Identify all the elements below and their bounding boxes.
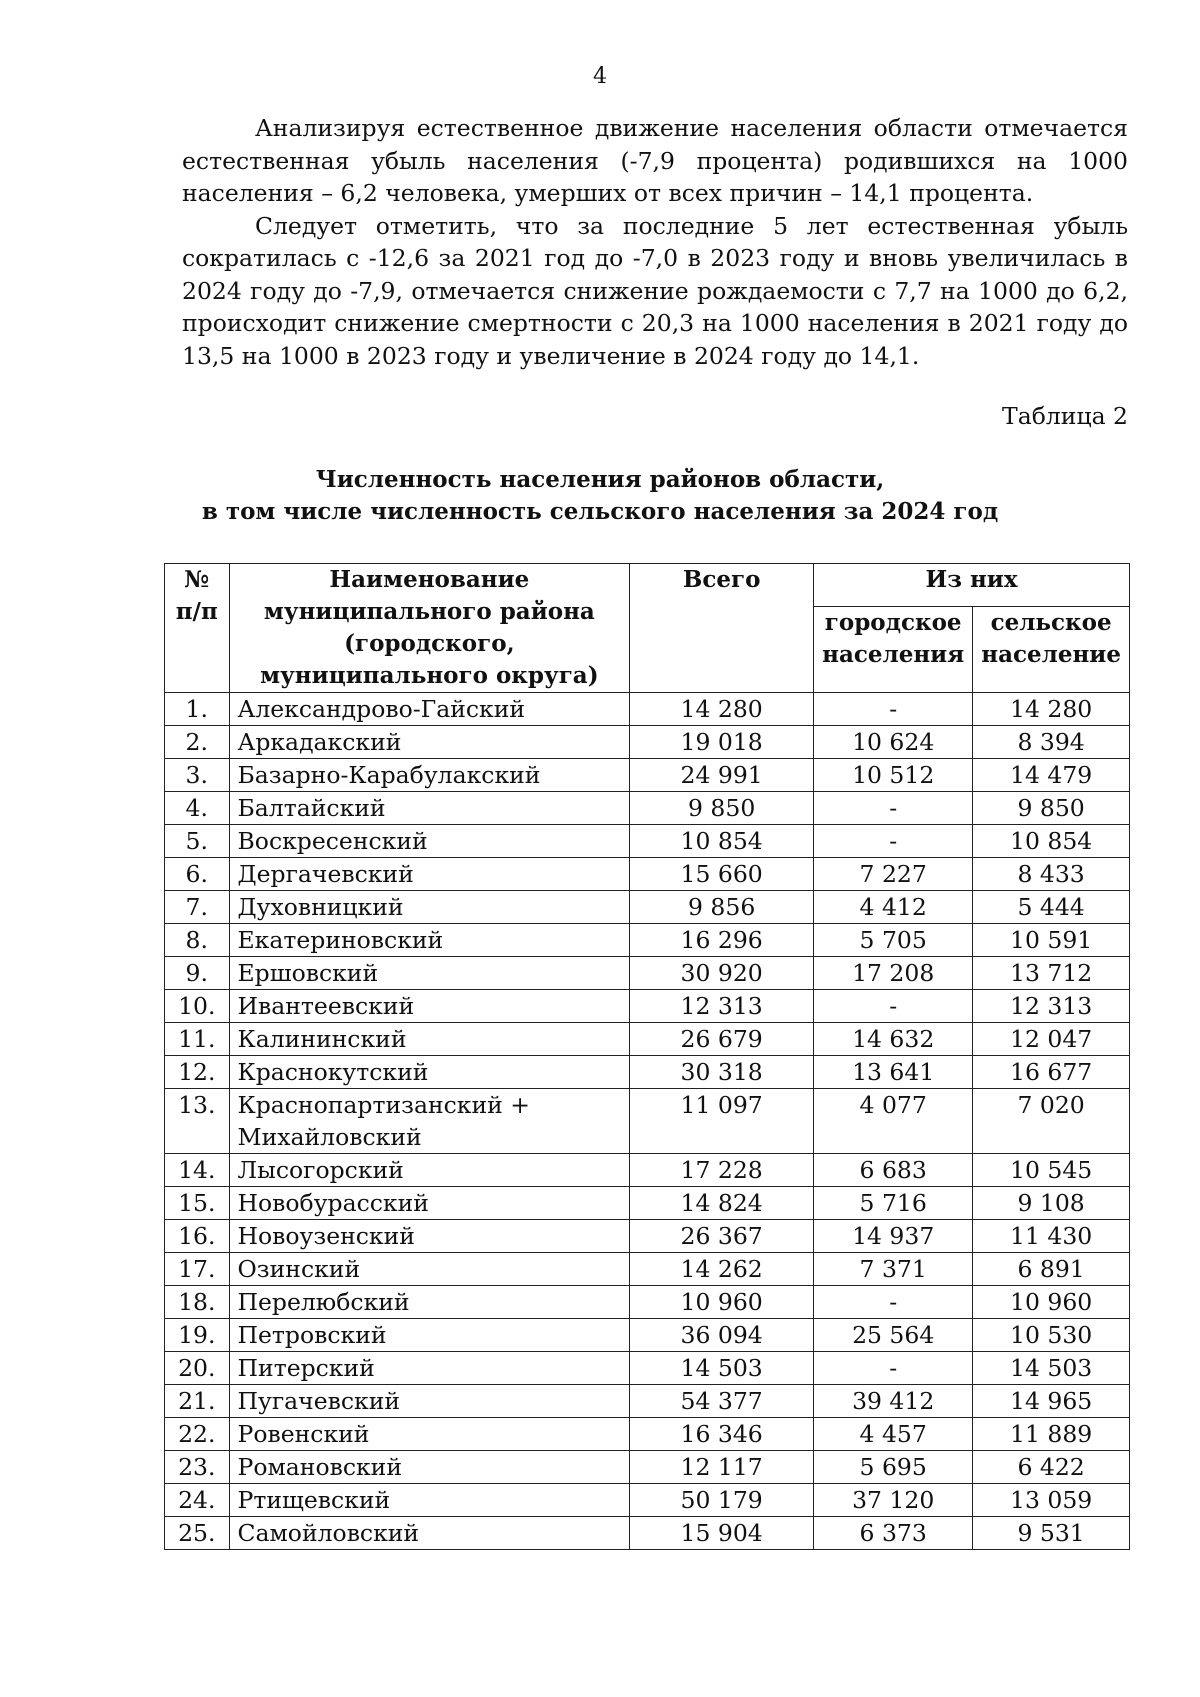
urban-value: 4 077	[814, 1089, 973, 1154]
row-number: 6.	[165, 858, 230, 891]
rural-value: 8 433	[973, 858, 1130, 891]
urban-value: -	[814, 693, 973, 726]
row-number: 9.	[165, 957, 230, 990]
total-value: 54 377	[630, 1385, 814, 1418]
district-name: Аркадакский	[229, 726, 630, 759]
table-row	[165, 1352, 1130, 1385]
urban-value: 7 227	[814, 858, 973, 891]
table-title-line: Численность населения районов области,	[315, 466, 885, 493]
total-value: 10 854	[630, 825, 814, 858]
table-label: Таблица 2	[1002, 402, 1128, 430]
urban-value: 37 120	[814, 1484, 973, 1517]
table-row	[165, 726, 1130, 759]
row-number: 7.	[165, 891, 230, 924]
rural-value: 14 965	[973, 1385, 1130, 1418]
row-number: 11.	[165, 1023, 230, 1056]
row-number: 5.	[165, 825, 230, 858]
row-number: 8.	[165, 924, 230, 957]
table-row	[165, 957, 1130, 990]
district-name: Базарно-Карабулакский	[229, 759, 630, 792]
total-value: 16 296	[630, 924, 814, 957]
rural-value: 12 313	[973, 990, 1130, 1023]
district-name: Самойловский	[229, 1517, 630, 1550]
table-row	[165, 792, 1130, 825]
district-name: Дергачевский	[229, 858, 630, 891]
rural-value: 10 960	[973, 1286, 1130, 1319]
rural-value: 10 530	[973, 1319, 1130, 1352]
header-name: Наименование муниципального района (городского, муниципального округа)	[229, 564, 630, 693]
table-row	[165, 825, 1130, 858]
total-value: 24 991	[630, 759, 814, 792]
total-value: 15 904	[630, 1517, 814, 1550]
urban-value: 25 564	[814, 1319, 973, 1352]
urban-value: -	[814, 792, 973, 825]
rural-value: 6 891	[973, 1253, 1130, 1286]
row-number: 20.	[165, 1352, 230, 1385]
table-title-line: в том числе численность сельского населения за 2024 год	[201, 498, 999, 525]
rural-value: 14 280	[973, 693, 1130, 726]
rural-value: 6 422	[973, 1451, 1130, 1484]
district-name: Новобурасский	[229, 1187, 630, 1220]
header-total: Всего	[630, 564, 814, 693]
total-value: 17 228	[630, 1154, 814, 1187]
row-number: 2.	[165, 726, 230, 759]
table-row	[165, 1023, 1130, 1056]
urban-value: 5 695	[814, 1451, 973, 1484]
table-row	[165, 1220, 1130, 1253]
table-title	[0, 464, 1200, 528]
row-number: 22.	[165, 1418, 230, 1451]
table-body	[165, 693, 1130, 1550]
total-value: 14 503	[630, 1352, 814, 1385]
row-number: 24.	[165, 1484, 230, 1517]
row-number: 21.	[165, 1385, 230, 1418]
urban-value: 4 457	[814, 1418, 973, 1451]
header-of-them: Из них	[814, 564, 1130, 607]
urban-value: 5 705	[814, 924, 973, 957]
urban-value: 6 373	[814, 1517, 973, 1550]
district-name: Романовский	[229, 1451, 630, 1484]
total-value: 26 367	[630, 1220, 814, 1253]
rural-value: 10 854	[973, 825, 1130, 858]
table-row	[165, 1154, 1130, 1187]
page-number: 4	[593, 64, 607, 89]
district-name: Екатериновский	[229, 924, 630, 957]
row-number: 16.	[165, 1220, 230, 1253]
row-number: 17.	[165, 1253, 230, 1286]
rural-value: 10 545	[973, 1154, 1130, 1187]
urban-value: -	[814, 1352, 973, 1385]
district-name: Перелюбский	[229, 1286, 630, 1319]
district-name: Александрово-Гайский	[229, 693, 630, 726]
district-name: Ивантеевский	[229, 990, 630, 1023]
total-value: 14 262	[630, 1253, 814, 1286]
row-number: 3.	[165, 759, 230, 792]
table-row	[165, 1418, 1130, 1451]
table-row	[165, 759, 1130, 792]
rural-value: 12 047	[973, 1023, 1130, 1056]
district-name: Ершовский	[229, 957, 630, 990]
table-row	[165, 1253, 1130, 1286]
table-row	[165, 1089, 1130, 1154]
paragraph: Анализируя естественное движение населения области отмечается естественная убыль населения (-7,9 процента) родившихся на 1000 населения – 6,2 человека, умерших от всех причин – 14,1 процента.	[182, 114, 1128, 207]
table-row	[165, 693, 1130, 726]
header-urban: городское населения	[814, 607, 973, 693]
rural-value: 14 503	[973, 1352, 1130, 1385]
rural-value: 5 444	[973, 891, 1130, 924]
body-text	[182, 112, 1128, 372]
urban-value: 7 371	[814, 1253, 973, 1286]
rural-value: 9 108	[973, 1187, 1130, 1220]
rural-value: 11 430	[973, 1220, 1130, 1253]
rural-value: 9 531	[973, 1517, 1130, 1550]
rural-value: 13 059	[973, 1484, 1130, 1517]
urban-value: 5 716	[814, 1187, 973, 1220]
district-name: Балтайский	[229, 792, 630, 825]
urban-value: 6 683	[814, 1154, 973, 1187]
district-name: Краснопартизанский + Михайловский	[229, 1089, 630, 1154]
urban-value: 4 412	[814, 891, 973, 924]
total-value: 14 824	[630, 1187, 814, 1220]
paragraph: Следует отметить, что за последние 5 лет естественная убыль сократилась с -12,6 за 2021 год до -7,0 в 2023 году и вновь увеличилась в 2024 году до -7,9, отмечается снижение рождаемости с 7,7 на 1000 до 6,2, происходит снижение смертности с 20,3 на 1000 населения в 2021 году до 13,5 на 1000 в 2023 году и увеличение в 2024 году до 14,1.	[182, 211, 1128, 370]
table-row	[165, 924, 1130, 957]
table-row	[165, 1056, 1130, 1089]
table-row	[165, 990, 1130, 1023]
total-value: 30 318	[630, 1056, 814, 1089]
row-number: 25.	[165, 1517, 230, 1550]
urban-value: 14 632	[814, 1023, 973, 1056]
table-row	[165, 1484, 1130, 1517]
total-value: 30 920	[630, 957, 814, 990]
district-name: Воскресенский	[229, 825, 630, 858]
rural-value: 11 889	[973, 1418, 1130, 1451]
row-number: 1.	[165, 693, 230, 726]
rural-value: 7 020	[973, 1089, 1130, 1154]
rural-value: 9 850	[973, 792, 1130, 825]
district-name: Озинский	[229, 1253, 630, 1286]
row-number: 19.	[165, 1319, 230, 1352]
urban-value: 10 624	[814, 726, 973, 759]
table-row	[165, 1451, 1130, 1484]
row-number: 14.	[165, 1154, 230, 1187]
district-name: Пугачевский	[229, 1385, 630, 1418]
table-row	[165, 1319, 1130, 1352]
population-table	[164, 563, 1130, 1550]
total-value: 50 179	[630, 1484, 814, 1517]
urban-value: -	[814, 1286, 973, 1319]
rural-value: 16 677	[973, 1056, 1130, 1089]
rural-value: 13 712	[973, 957, 1130, 990]
district-name: Ровенский	[229, 1418, 630, 1451]
rural-value: 10 591	[973, 924, 1130, 957]
urban-value: 39 412	[814, 1385, 973, 1418]
district-name: Новоузенский	[229, 1220, 630, 1253]
total-value: 9 856	[630, 891, 814, 924]
total-value: 10 960	[630, 1286, 814, 1319]
total-value: 12 313	[630, 990, 814, 1023]
row-number: 10.	[165, 990, 230, 1023]
district-name: Краснокутский	[229, 1056, 630, 1089]
district-name: Лысогорский	[229, 1154, 630, 1187]
header-rural: сельское население	[973, 607, 1130, 693]
row-number: 15.	[165, 1187, 230, 1220]
total-value: 11 097	[630, 1089, 814, 1154]
district-name: Питерский	[229, 1352, 630, 1385]
total-value: 12 117	[630, 1451, 814, 1484]
total-value: 15 660	[630, 858, 814, 891]
table-row	[165, 1517, 1130, 1550]
district-name: Калининский	[229, 1023, 630, 1056]
urban-value: -	[814, 990, 973, 1023]
row-number: 18.	[165, 1286, 230, 1319]
total-value: 14 280	[630, 693, 814, 726]
table-row	[165, 1286, 1130, 1319]
district-name: Петровский	[229, 1319, 630, 1352]
table-row	[165, 891, 1130, 924]
rural-value: 14 479	[973, 759, 1130, 792]
total-value: 36 094	[630, 1319, 814, 1352]
urban-value: 13 641	[814, 1056, 973, 1089]
table-row	[165, 1187, 1130, 1220]
district-name: Ртищевский	[229, 1484, 630, 1517]
total-value: 19 018	[630, 726, 814, 759]
row-number: 4.	[165, 792, 230, 825]
row-number: 13.	[165, 1089, 230, 1154]
row-number: 12.	[165, 1056, 230, 1089]
urban-value: -	[814, 825, 973, 858]
header-num: № п/п	[165, 564, 230, 693]
urban-value: 17 208	[814, 957, 973, 990]
urban-value: 10 512	[814, 759, 973, 792]
rural-value: 8 394	[973, 726, 1130, 759]
total-value: 16 346	[630, 1418, 814, 1451]
table-row	[165, 858, 1130, 891]
table-row	[165, 1385, 1130, 1418]
total-value: 26 679	[630, 1023, 814, 1056]
total-value: 9 850	[630, 792, 814, 825]
urban-value: 14 937	[814, 1220, 973, 1253]
district-name: Духовницкий	[229, 891, 630, 924]
row-number: 23.	[165, 1451, 230, 1484]
